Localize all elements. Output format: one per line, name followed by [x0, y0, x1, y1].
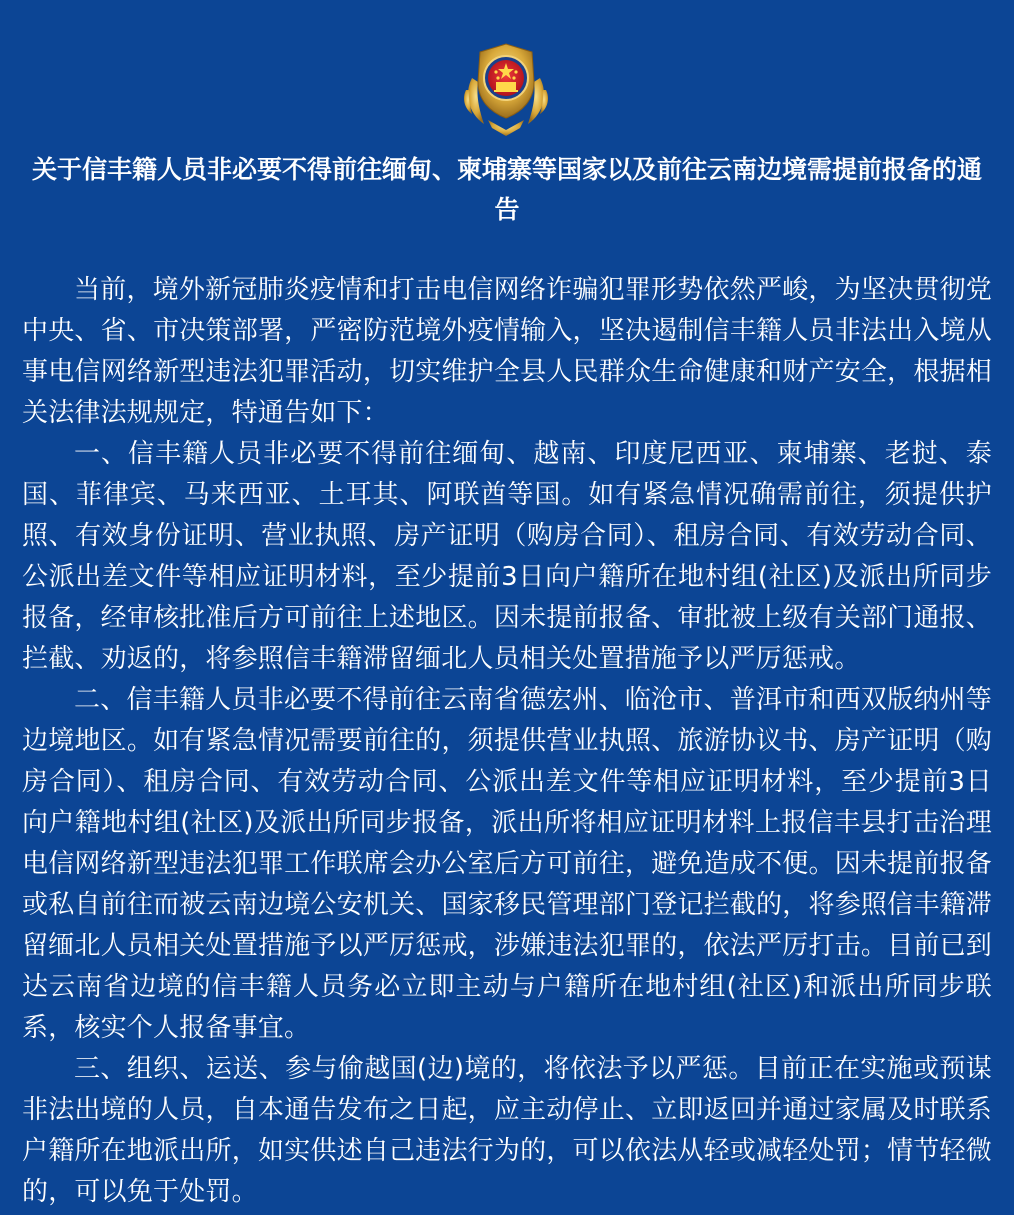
police-emblem-icon: [458, 38, 554, 138]
notice-paragraph-item-2: 二、信丰籍人员非必要不得前往云南省德宏州、临沧市、普洱市和西双版纳州等边境地区。如有紧急情况需要前往的，须提供营业执照、旅游协议书、房产证明（购房合同）、租房合同、有效劳动合同、公派出差文件等相应证明材料，至少提前3日向户籍地村组(社区)及派出所同步报备，派出所将相应证明材料上报信丰县打击治理电信网络新型违法犯罪工作联席会办公室后方可前往，避免造成不便。因未提前报备或私自前往而被云南边境公安机关、国家移民管理部门登记拦截的，将参照信丰籍滞留缅北人员相关处置措施予以严厉惩戒，涉嫌违法犯罪的，依法严厉打击。目前已到达云南省边境的信丰籍人员务必立即主动与户籍所在地村组(社区)和派出所同步联系，核实个人报备事宜。: [22, 685, 992, 1043]
notice-body: [22, 270, 992, 1213]
notice-paragraph-intro: 当前，境外新冠肺炎疫情和打击电信网络诈骗犯罪形势依然严峻，为坚决贯彻党中央、省、市决策部署，严密防范境外疫情输入，坚决遏制信丰籍人员非法出入境从事电信网络新型违法犯罪活动，切实维护全县人民群众生命健康和财产安全，根据相关法律法规规定，特通告如下：: [22, 275, 992, 428]
notice-title: 关于信丰籍人员非必要不得前往缅甸、柬埔寨等国家以及前往云南边境需提前报备的通告: [31, 155, 982, 224]
notice-paragraph-item-1: 一、信丰籍人员非必要不得前往缅甸、越南、印度尼西亚、柬埔寨、老挝、泰国、菲律宾、马来西亚、土耳其、阿联酋等国。如有紧急情况确需前往，须提供护照、有效身份证明、营业执照、房产证明（购房合同）、租房合同、有效劳动合同、公派出差文件等相应证明材料，至少提前3日向户籍所在地村组(社区)及派出所同步报备，经审核批准后方可前往上述地区。因未提前报备、审批被上级有关部门通报、拦截、劝返的，将参照信丰籍滞留缅北人员相关处置措施予以严厉惩戒。: [22, 439, 992, 674]
notice-paragraph-item-3: 三、组织、运送、参与偷越国(边)境的，将依法予以严惩。目前正在实施或预谋非法出境的人员，自本通告发布之日起，应主动停止、立即返回并通过家属及时联系户籍所在地派出所，如实供述自己违法行为的，可以依法从轻或减轻处罚；情节轻微的，可以免于处罚。: [22, 1054, 992, 1207]
